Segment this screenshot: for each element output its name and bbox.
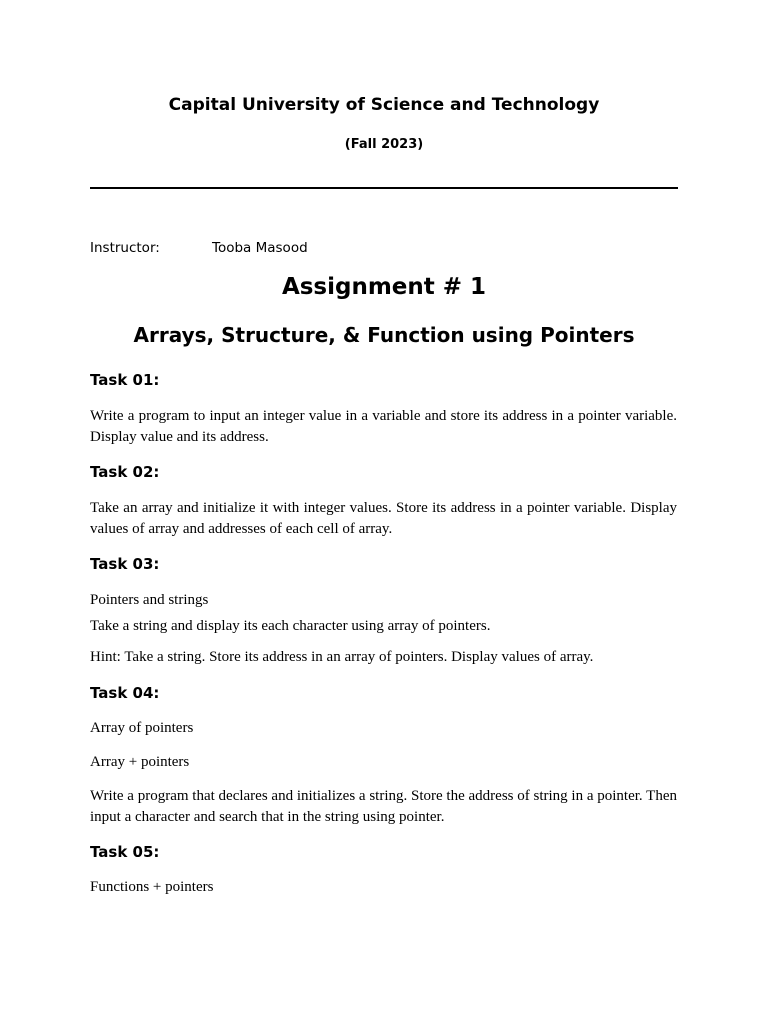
task-05-heading: Task 05: [90,843,160,861]
term-label: (Fall 2023) [344,137,424,152]
task-03-paragraph: Pointers and strings [90,592,209,608]
instructor-name: Tooba Masood [212,240,308,256]
task-03-heading: Task 03: [90,555,160,573]
task-02-paragraph: Take an array and initialize it with integer values. Store its address in a pointer variable. Display values of array and addresses of each cell of array. [90,500,677,537]
task-04-heading: Task 04: [90,684,160,702]
instructor-label: Instructor: [90,240,160,256]
university-name: Capital University of Science and Technology [168,95,600,115]
task-03-paragraph: Take a string and display its each character using array of pointers. [90,618,491,634]
assignment-title: Assignment # 1 [281,274,487,300]
header-divider [90,187,678,189]
assignment-subtitle: Arrays, Structure, & Function using Pointers [133,323,635,347]
task-05-paragraph: Functions + pointers [90,879,214,895]
task-04-paragraph: Write a program that declares and initializes a string. Store the address of string in a pointer. Then input a character and search that in the string using pointer. [90,788,677,825]
task-04-paragraph: Array of pointers [90,720,194,736]
task-01-paragraph: Write a program to input an integer value in a variable and store its address in a pointer variable. Display value and its address. [90,408,677,445]
task-04-paragraph: Array + pointers [90,754,190,770]
task-01-heading: Task 01: [90,371,160,389]
task-02-heading: Task 02: [90,463,160,481]
task-03-hint: Hint: Take a string. Store its address in an array of pointers. Display values of array. [90,649,594,665]
